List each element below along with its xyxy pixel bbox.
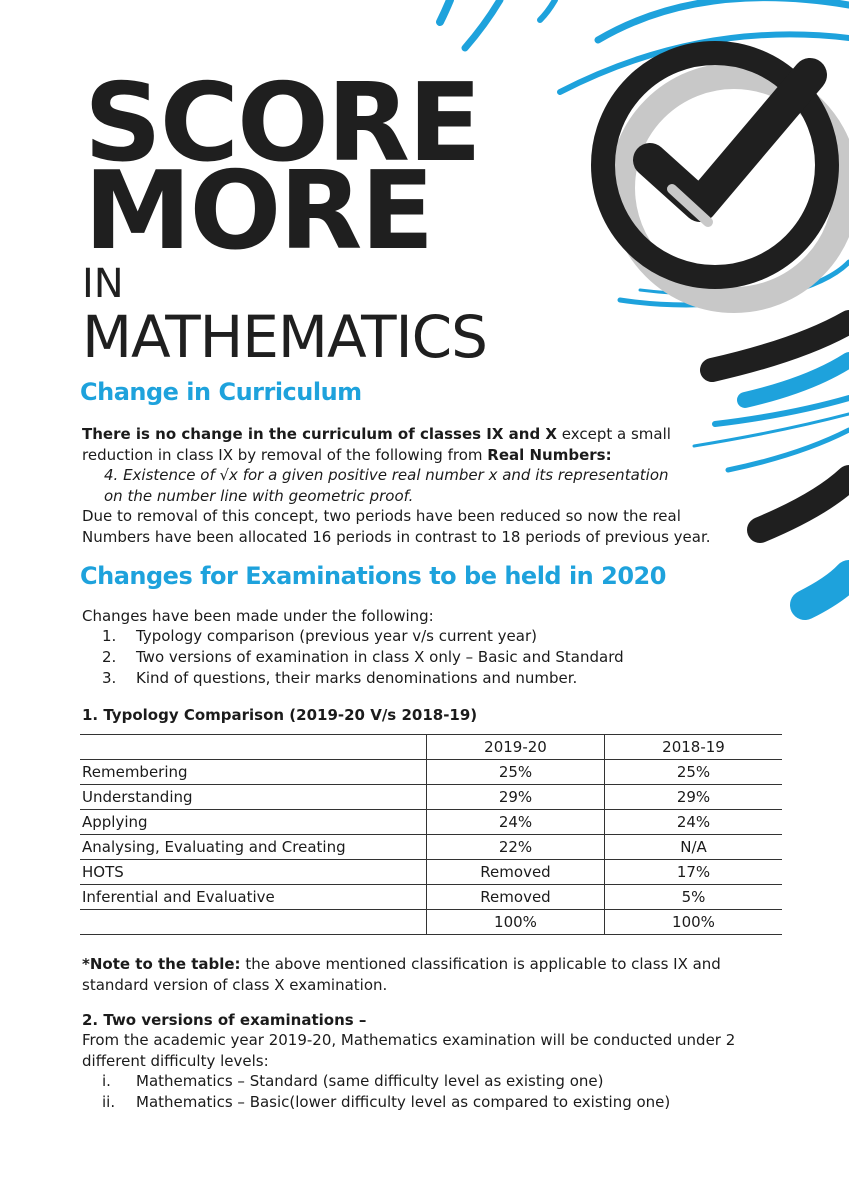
cell-2018-19: 5% <box>605 885 783 910</box>
versions-list <box>82 1071 670 1113</box>
note-line-1: *Note to the table: the above mentioned classification is applicable to class IX and <box>82 955 721 973</box>
section-heading-examinations: Changes for Examinations to be held in 2020 <box>80 562 666 590</box>
note-line-2: standard version of class X examination. <box>82 975 388 994</box>
cell-2019-20: 22% <box>427 835 605 860</box>
versions-heading: 2. Two versions of examinations – <box>82 1011 367 1029</box>
cell-2019-20: Removed <box>427 860 605 885</box>
curriculum-removed-topic-1: 4. Existence of √x for a given positive real number x and its representation <box>104 466 669 484</box>
title-more: MORE <box>84 149 433 274</box>
table-row <box>80 835 782 860</box>
table-note <box>82 954 721 995</box>
cell-2018-19: 25% <box>605 760 783 785</box>
cell-2019-20: 24% <box>427 810 605 835</box>
curriculum-line-1: There is no change in the curriculum of classes IX and X except a small <box>82 425 671 443</box>
curriculum-line-2: reduction in class IX by removal of the following from Real Numbers: <box>82 445 612 464</box>
row-label: Inferential and Evaluative <box>80 885 427 910</box>
exam-changes-list <box>82 626 624 689</box>
typology-table <box>80 734 782 935</box>
title-in: IN <box>82 261 124 307</box>
exams-intro: Changes have been made under the following: <box>82 607 434 625</box>
cell-2018-19: 24% <box>605 810 783 835</box>
versions-paragraph <box>82 1030 735 1071</box>
cell-2018-19: 17% <box>605 860 783 885</box>
table-header-row <box>80 735 782 760</box>
versions-line-1: From the academic year 2019-20, Mathematics examination will be conducted under 2 <box>82 1031 736 1049</box>
table-row <box>80 810 782 835</box>
curriculum-removed-topic-2: on the number line with geometric proof. <box>104 486 414 505</box>
cell-2019-20: 100% <box>427 910 605 935</box>
row-label: HOTS <box>80 860 427 885</box>
header-cell: 2019-20 <box>427 735 605 760</box>
row-label <box>80 910 427 935</box>
cell-2018-19: N/A <box>605 835 783 860</box>
header-cell <box>80 735 427 760</box>
table-total-row <box>80 910 782 935</box>
cell-2019-20: Removed <box>427 885 605 910</box>
cell-2019-20: 25% <box>427 760 605 785</box>
table-row <box>80 885 782 910</box>
list-item: 1. Typology comparison (previous year v/s current year) <box>102 627 537 645</box>
versions-line-2: different difficulty levels: <box>82 1051 269 1070</box>
typology-heading: 1. Typology Comparison (2019-20 V/s 2018-19) <box>82 706 478 724</box>
section-heading-curriculum: Change in Curriculum <box>80 378 362 406</box>
table-row <box>80 785 782 810</box>
cell-2019-20: 29% <box>427 785 605 810</box>
row-label: Applying <box>80 810 427 835</box>
list-item: ii. Mathematics – Basic(lower difficulty level as compared to existing one) <box>102 1093 671 1111</box>
title-mathematics: MATHEMATICS <box>82 303 487 371</box>
table-row <box>80 760 782 785</box>
list-item: i. Mathematics – Standard (same difficulty level as existing one) <box>102 1072 604 1090</box>
curriculum-line-5: Due to removal of this concept, two periods have been reduced so now the real <box>82 507 681 525</box>
curriculum-paragraph <box>82 424 711 547</box>
row-label: Remembering <box>80 760 427 785</box>
header-cell: 2018-19 <box>605 735 783 760</box>
table-row <box>80 860 782 885</box>
checkmark-circle-icon <box>603 53 846 300</box>
title-score: SCORE <box>84 61 480 186</box>
row-label: Understanding <box>80 785 427 810</box>
row-label: Analysing, Evaluating and Creating <box>80 835 427 860</box>
list-item: 2. Two versions of examination in class X only – Basic and Standard <box>102 648 624 666</box>
cell-2018-19: 100% <box>605 910 783 935</box>
curriculum-line-6: Numbers have been allocated 16 periods in contrast to 18 periods of previous year. <box>82 527 711 546</box>
list-item: 3. Kind of questions, their marks denominations and number. <box>102 669 578 687</box>
cell-2018-19: 29% <box>605 785 783 810</box>
